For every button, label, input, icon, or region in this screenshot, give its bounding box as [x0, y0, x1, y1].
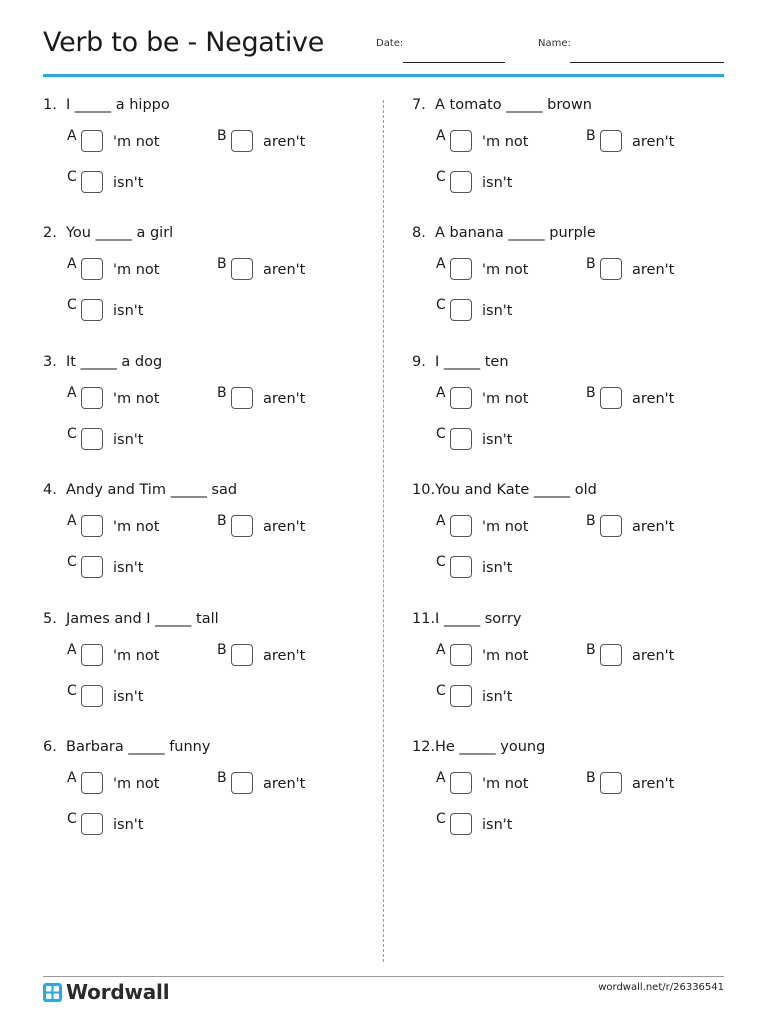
option-label: isn't [113, 303, 144, 320]
option-letter: B [217, 641, 227, 658]
option-label: aren't [632, 134, 675, 150]
option-letter: A [436, 128, 446, 144]
option-label: 'm not [113, 390, 160, 407]
answer-checkbox[interactable] [231, 644, 253, 666]
option-label: aren't [632, 647, 675, 664]
wordwall-logo-icon [43, 983, 62, 1002]
option-letter: A [436, 256, 446, 273]
question-text [43, 223, 173, 243]
answer-checkbox[interactable] [450, 685, 472, 707]
question-item [412, 223, 732, 351]
name-field[interactable] [570, 62, 724, 63]
option-label: isn't [482, 431, 513, 448]
option-letter: C [67, 297, 77, 314]
option-label: isn't [113, 175, 144, 191]
question-prompt: A tomato _____ brown [435, 97, 592, 113]
question-text [412, 480, 597, 500]
question-prompt: A banana _____ purple [435, 225, 596, 242]
option-letter: A [67, 384, 77, 401]
option-label: isn't [113, 688, 144, 705]
question-prompt: It _____ a dog [66, 353, 163, 370]
question-prompt: He _____ young [435, 738, 546, 755]
option-label: aren't [263, 262, 306, 279]
option-label: isn't [113, 560, 144, 577]
question-item [412, 352, 732, 480]
answer-checkbox[interactable] [600, 644, 622, 666]
option-letter: B [586, 769, 596, 786]
option-letter: B [586, 384, 596, 401]
option-label: aren't [263, 647, 306, 664]
option-label: 'm not [113, 775, 160, 792]
option-letter: C [67, 169, 77, 185]
question-text [412, 737, 545, 757]
answer-checkbox[interactable] [450, 772, 472, 794]
option-label: isn't [482, 175, 513, 191]
answer-checkbox[interactable] [81, 813, 103, 835]
option-label: aren't [263, 390, 306, 407]
question-text [412, 95, 592, 115]
question-prompt: You _____ a girl [66, 225, 174, 242]
option-label: aren't [263, 775, 306, 792]
question-number: 3. [43, 353, 57, 370]
option-label: 'm not [482, 134, 529, 150]
question-number: 10. [412, 482, 436, 499]
answer-checkbox[interactable] [81, 644, 103, 666]
question-item [412, 737, 732, 865]
answer-checkbox[interactable] [450, 644, 472, 666]
option-letter: A [436, 513, 446, 530]
question-prompt: I _____ a hippo [66, 97, 170, 113]
question-text [412, 223, 596, 243]
option-letter: A [67, 769, 77, 786]
option-letter: B [217, 513, 227, 530]
option-label: 'm not [113, 262, 160, 279]
option-label: isn't [482, 688, 513, 705]
option-letter: A [67, 513, 77, 530]
question-number: 12. [412, 738, 436, 755]
answer-checkbox[interactable] [81, 685, 103, 707]
option-label: 'm not [482, 647, 529, 664]
option-letter: C [67, 682, 77, 699]
option-letter: A [436, 769, 446, 786]
question-number: 6. [43, 738, 57, 755]
answer-checkbox[interactable] [450, 556, 472, 578]
option-letter: A [436, 384, 446, 401]
footer-url[interactable]: wordwall.net/r/26336541 [598, 982, 724, 993]
option-letter: B [217, 128, 227, 144]
question-prompt: Andy and Tim _____ sad [66, 482, 238, 499]
answer-checkbox[interactable] [81, 387, 103, 409]
page-title: Verb to be - Negative [43, 27, 325, 58]
answer-checkbox[interactable] [81, 772, 103, 794]
answer-checkbox[interactable] [600, 515, 622, 537]
option-label: 'm not [482, 262, 529, 279]
option-letter: B [586, 641, 596, 658]
option-letter: C [67, 810, 77, 827]
question-text [43, 737, 210, 757]
answer-checkbox[interactable] [81, 556, 103, 578]
option-letter: C [436, 810, 446, 827]
option-letter: B [217, 384, 227, 401]
answer-checkbox[interactable] [450, 171, 472, 193]
question-number: 9. [412, 353, 426, 370]
answer-checkbox[interactable] [450, 428, 472, 450]
option-letter: B [586, 256, 596, 273]
question-item [412, 609, 732, 737]
answer-checkbox[interactable] [450, 515, 472, 537]
question-item [43, 609, 363, 737]
question-number: 5. [43, 610, 57, 627]
option-letter: A [67, 128, 77, 144]
question-number: 11. [412, 610, 436, 627]
answer-checkbox[interactable] [81, 515, 103, 537]
question-item [43, 95, 363, 223]
question-item [412, 480, 732, 608]
question-number: 4. [43, 482, 57, 499]
option-label: aren't [632, 262, 675, 279]
brand-name: Wordwall [66, 980, 170, 1004]
brand-logo [43, 980, 169, 1004]
answer-checkbox[interactable] [600, 772, 622, 794]
question-text [43, 609, 219, 629]
column-divider [383, 100, 384, 962]
question-prompt: Barbara _____ funny [66, 738, 211, 755]
question-number: 1. [43, 97, 57, 113]
question-item [43, 352, 363, 480]
answer-checkbox[interactable] [81, 171, 103, 193]
option-label: 'm not [482, 390, 529, 407]
option-label: 'm not [113, 519, 160, 536]
name-label: Name: [538, 38, 571, 49]
question-text [43, 480, 237, 500]
answer-checkbox[interactable] [600, 258, 622, 280]
header-rule [43, 74, 724, 77]
option-letter: B [586, 513, 596, 530]
answer-checkbox[interactable] [231, 515, 253, 537]
answer-checkbox[interactable] [450, 813, 472, 835]
option-letter: B [217, 256, 227, 273]
option-letter: C [436, 425, 446, 442]
question-item [43, 223, 363, 351]
questions-column-right [412, 95, 732, 865]
question-prompt: I _____ sorry [435, 610, 522, 627]
option-label: 'm not [113, 134, 160, 150]
answer-checkbox[interactable] [231, 130, 253, 152]
option-label: isn't [482, 303, 513, 320]
option-letter: A [67, 641, 77, 658]
option-label: 'm not [482, 519, 529, 536]
option-label: 'm not [482, 775, 529, 792]
question-number: 2. [43, 225, 57, 242]
option-label: aren't [632, 390, 675, 407]
answer-checkbox[interactable] [600, 387, 622, 409]
option-letter: C [436, 297, 446, 314]
answer-checkbox[interactable] [450, 258, 472, 280]
answer-checkbox[interactable] [450, 299, 472, 321]
option-label: aren't [632, 519, 675, 536]
option-letter: C [67, 554, 77, 571]
option-label: isn't [482, 560, 513, 577]
question-text [43, 352, 162, 372]
question-prompt: You and Kate _____ old [435, 482, 597, 499]
option-letter: B [586, 128, 596, 144]
option-letter: A [436, 641, 446, 658]
answer-checkbox[interactable] [450, 387, 472, 409]
question-number: 8. [412, 225, 426, 242]
answer-checkbox[interactable] [231, 387, 253, 409]
option-label: isn't [113, 816, 144, 833]
option-letter: C [436, 169, 446, 185]
answer-checkbox[interactable] [81, 130, 103, 152]
option-letter: C [67, 425, 77, 442]
answer-checkbox[interactable] [231, 258, 253, 280]
option-letter: B [217, 769, 227, 786]
question-text [43, 95, 170, 115]
answer-checkbox[interactable] [81, 428, 103, 450]
footer-rule [43, 976, 724, 977]
option-letter: C [436, 682, 446, 699]
answer-checkbox[interactable] [81, 258, 103, 280]
date-field[interactable] [403, 62, 505, 63]
question-number: 7. [412, 97, 426, 113]
option-letter: A [67, 256, 77, 273]
option-letter: C [436, 554, 446, 571]
answer-checkbox[interactable] [231, 772, 253, 794]
answer-checkbox[interactable] [81, 299, 103, 321]
answer-checkbox[interactable] [600, 130, 622, 152]
question-item [43, 480, 363, 608]
question-prompt: James and I _____ tall [66, 610, 219, 627]
date-label: Date: [376, 38, 404, 49]
question-prompt: I _____ ten [435, 353, 509, 370]
option-label: isn't [113, 431, 144, 448]
question-text [412, 609, 521, 629]
question-text [412, 352, 509, 372]
question-item [412, 95, 732, 223]
option-label: isn't [482, 816, 513, 833]
option-label: aren't [263, 134, 306, 150]
answer-checkbox[interactable] [450, 130, 472, 152]
option-label: aren't [263, 519, 306, 536]
option-label: aren't [632, 775, 675, 792]
questions-column-left [43, 95, 363, 865]
option-label: 'm not [113, 647, 160, 664]
question-item [43, 737, 363, 865]
